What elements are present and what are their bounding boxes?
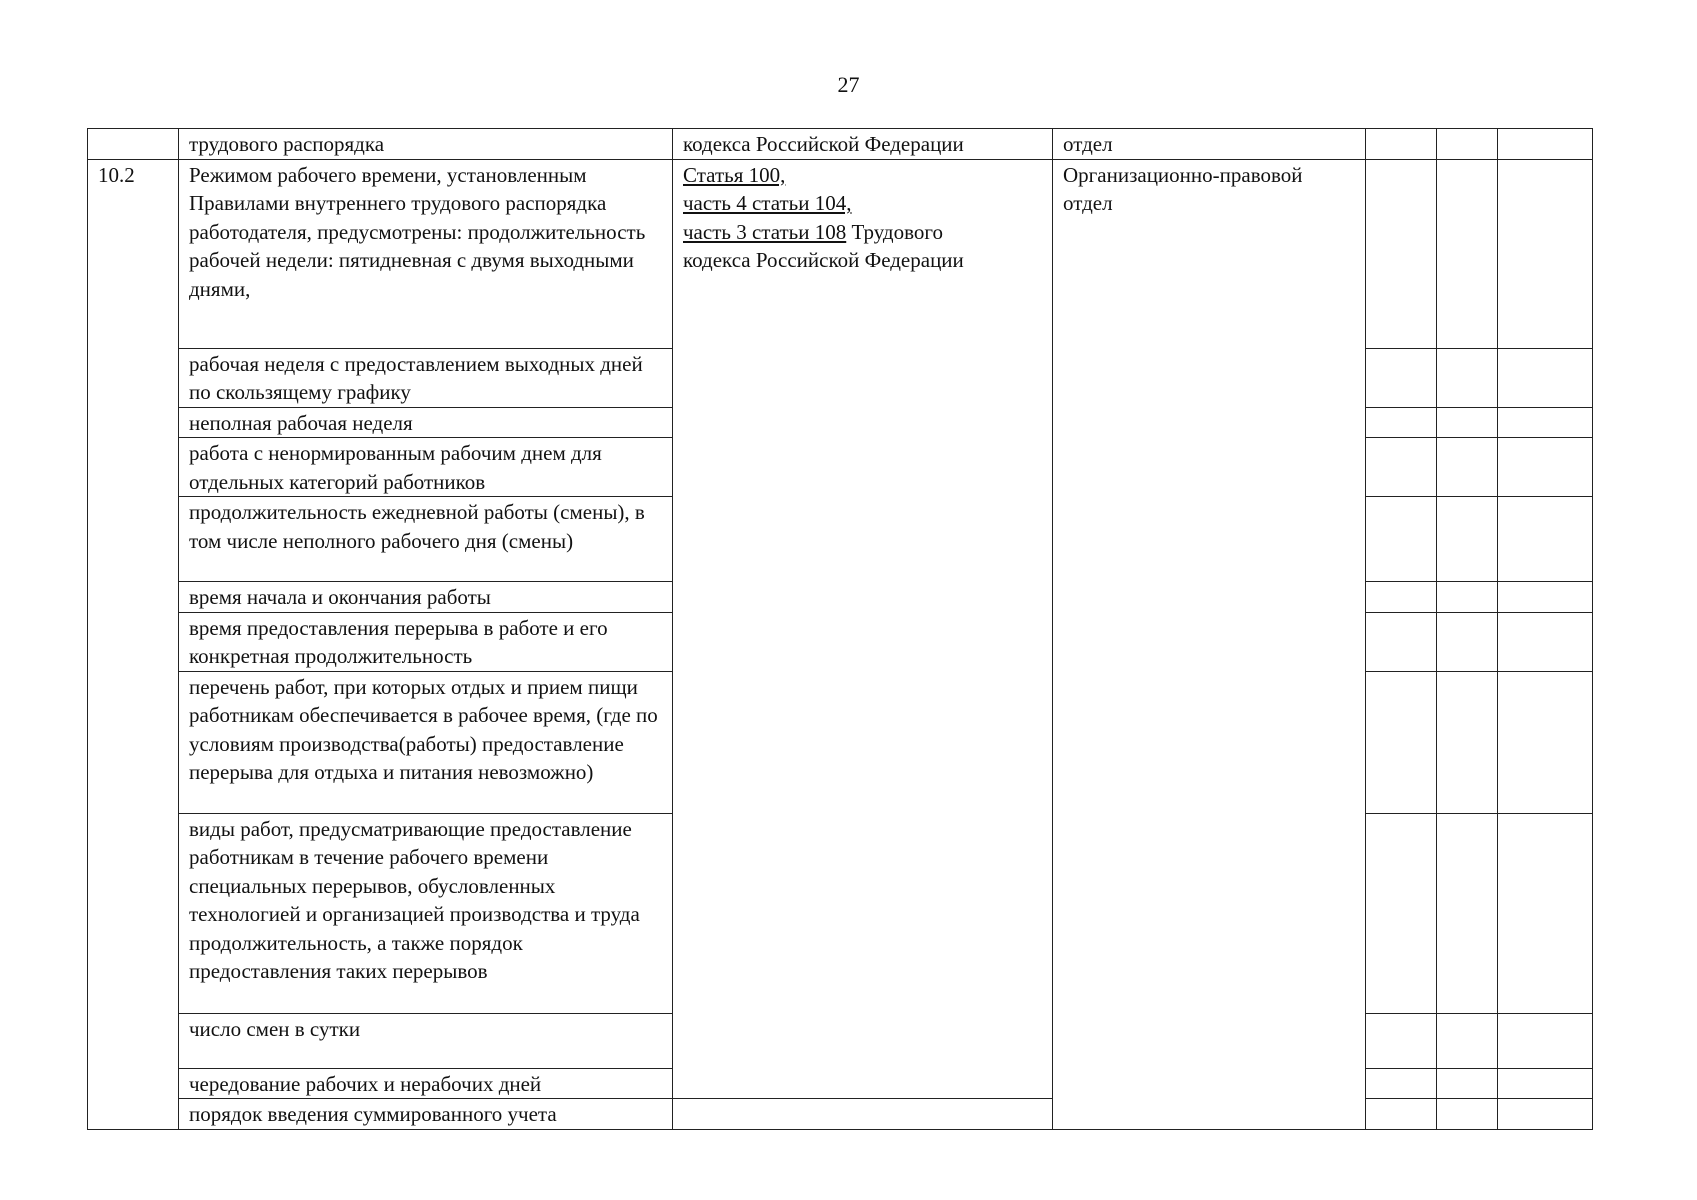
mark-cell-2 bbox=[1437, 129, 1498, 160]
description-cell: Режимом рабочего времени, установленным Правилами внутреннего трудового распорядка работодателя, предусмотрены: продолжительность рабочей недели: пятидневная с двумя выходными днями, bbox=[179, 159, 673, 348]
description-cell: порядок введения суммированного учета bbox=[179, 1099, 673, 1130]
description-cell: время предоставления перерыва в работе и его конкретная продолжительность bbox=[179, 612, 673, 671]
legal-link[interactable]: Статья 100, bbox=[683, 162, 786, 187]
mark-cell-3 bbox=[1498, 348, 1593, 407]
mark-cell-1 bbox=[1366, 612, 1437, 671]
mark-cell-2 bbox=[1437, 159, 1498, 348]
description-cell: неполная рабочая неделя bbox=[179, 407, 673, 438]
mark-cell-1 bbox=[1366, 438, 1437, 497]
mark-cell-3 bbox=[1498, 159, 1593, 348]
legal-source-cell: кодекса Российской Федерации bbox=[673, 129, 1053, 160]
checklist-table bbox=[87, 128, 1593, 1130]
legal-link[interactable]: часть 4 статьи 104, bbox=[683, 191, 852, 215]
description-cell: перечень работ, при которых отдых и прием пищи работникам обеспечивается в рабочее время, (где по условиям производства(работы) предоставление перерыва для отдыха и питания невозможно) bbox=[179, 671, 673, 813]
responsible-cell: Организационно-правовой отдел bbox=[1053, 159, 1366, 1129]
mark-cell-1 bbox=[1366, 1068, 1437, 1099]
mark-cell-2 bbox=[1437, 1068, 1498, 1099]
mark-cell-2 bbox=[1437, 497, 1498, 582]
description-cell: рабочая неделя с предоставлением выходных дней по скользящему графику bbox=[179, 348, 673, 407]
mark-cell-1 bbox=[1366, 1013, 1437, 1068]
legal-source-text: кодекса Российской Федерации bbox=[683, 248, 964, 272]
item-number-cell: 10.2 bbox=[88, 159, 179, 1129]
mark-cell-2 bbox=[1437, 348, 1498, 407]
page-number: 27 bbox=[837, 72, 860, 97]
mark-cell-2 bbox=[1437, 582, 1498, 613]
legal-source-text: Трудового bbox=[846, 219, 943, 244]
mark-cell-3 bbox=[1498, 582, 1593, 613]
mark-cell-3 bbox=[1498, 612, 1593, 671]
mark-cell-3 bbox=[1498, 407, 1593, 438]
item-number-cell bbox=[88, 129, 179, 160]
mark-cell-3 bbox=[1498, 438, 1593, 497]
description-cell: продолжительность ежедневной работы (смены), в том числе неполного рабочего дня (смены) bbox=[179, 497, 673, 582]
mark-cell-1 bbox=[1366, 129, 1437, 160]
mark-cell-2 bbox=[1437, 1099, 1498, 1130]
legal-link[interactable]: часть 3 статьи 108 bbox=[683, 219, 847, 244]
mark-cell-1 bbox=[1366, 407, 1437, 438]
description-cell: виды работ, предусматривающие предоставление работникам в течение рабочего времени специальных перерывов, обусловленных технологией и организацией производства и труда продолжительность, а также порядок предоставления таких перерывов bbox=[179, 813, 673, 1013]
description-cell: трудового распорядка bbox=[179, 129, 673, 160]
mark-cell-1 bbox=[1366, 348, 1437, 407]
mark-cell-1 bbox=[1366, 1099, 1437, 1130]
mark-cell-2 bbox=[1437, 813, 1498, 1013]
mark-cell-1 bbox=[1366, 671, 1437, 813]
mark-cell-3 bbox=[1498, 497, 1593, 582]
legal-source-cell bbox=[673, 159, 1053, 1099]
mark-cell-2 bbox=[1437, 438, 1498, 497]
mark-cell-1 bbox=[1366, 159, 1437, 348]
mark-cell-3 bbox=[1498, 1068, 1593, 1099]
table-row bbox=[88, 129, 1593, 160]
description-cell: работа с ненормированным рабочим днем для отдельных категорий работников bbox=[179, 438, 673, 497]
mark-cell-2 bbox=[1437, 1013, 1498, 1068]
mark-cell-3 bbox=[1498, 1099, 1593, 1130]
mark-cell-2 bbox=[1437, 407, 1498, 438]
mark-cell-1 bbox=[1366, 497, 1437, 582]
description-cell: время начала и окончания работы bbox=[179, 582, 673, 613]
description-cell: число смен в сутки bbox=[179, 1013, 673, 1068]
mark-cell-1 bbox=[1366, 813, 1437, 1013]
mark-cell-2 bbox=[1437, 671, 1498, 813]
mark-cell-3 bbox=[1498, 671, 1593, 813]
legal-source-cell bbox=[673, 1099, 1053, 1130]
mark-cell-1 bbox=[1366, 582, 1437, 613]
mark-cell-3 bbox=[1498, 129, 1593, 160]
mark-cell-3 bbox=[1498, 813, 1593, 1013]
table-row bbox=[88, 159, 1593, 348]
responsible-cell: отдел bbox=[1053, 129, 1366, 160]
description-cell: чередование рабочих и нерабочих дней bbox=[179, 1068, 673, 1099]
mark-cell-2 bbox=[1437, 612, 1498, 671]
table-row bbox=[88, 1099, 1593, 1130]
mark-cell-3 bbox=[1498, 1013, 1593, 1068]
